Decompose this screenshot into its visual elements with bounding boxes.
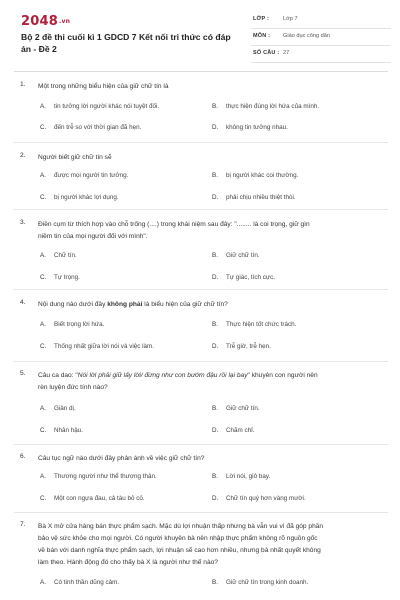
question-text-line: niềm tin của mọi người đối với mình".: [38, 233, 148, 240]
site-logo[interactable]: [21, 14, 70, 29]
option-letter: B.: [212, 473, 218, 480]
option-d[interactable]: [212, 124, 288, 131]
option-text: Biết trọng lời hứa.: [54, 321, 105, 328]
option-text: Nhân hậu.: [54, 427, 84, 434]
option-letter: B.: [212, 321, 218, 328]
option-letter: A.: [40, 321, 46, 328]
option-text: Giản dị.: [54, 405, 76, 412]
option-letter: B.: [212, 252, 218, 259]
option-letter: C.: [40, 274, 47, 281]
question-number: 6.: [20, 453, 26, 460]
question-text-line: Bà X mở cửa hàng bán thực phẩm sạch. Mặc dù lợi nhuận thấp nhưng bà vẫn vui vì đã góp phần: [38, 523, 324, 530]
option-text: Chăm chỉ.: [226, 427, 255, 434]
option-letter: A.: [40, 579, 46, 586]
option-text: Một con ngựa đau, cả tàu bỏ cỏ.: [54, 495, 145, 502]
option-letter: D.: [212, 194, 219, 201]
question-text-part: là biểu hiện của giữ chữ tín?: [142, 301, 228, 308]
document-header: [0, 0, 400, 72]
logo-text: 2048: [21, 14, 58, 29]
question-quote: Nói lời phải giữ lấy lời/ đừng như con bướm đậu rồi lại bay: [77, 372, 248, 379]
option-a[interactable]: [40, 103, 159, 110]
option-text: Thống nhất giữa lời nói và việc làm.: [54, 343, 155, 350]
question-separator: [14, 512, 388, 513]
option-d[interactable]: [212, 194, 296, 201]
meta-value: 27: [283, 50, 290, 56]
option-letter: D.: [212, 274, 219, 281]
option-letter: D.: [212, 427, 219, 434]
question-text-line: rèn luyện đức tính nào?: [38, 384, 108, 391]
option-b[interactable]: [212, 321, 296, 328]
question-number: 3.: [20, 219, 26, 226]
option-letter: D.: [212, 124, 219, 131]
question-text-line: về bán với danh nghĩa thực phẩm sạch, lợi nhuận sẽ cao hơn nhiều, nhưng bà nhất quyết không: [38, 547, 321, 554]
option-b[interactable]: [212, 473, 270, 480]
option-letter: C.: [40, 343, 47, 350]
question-number: 5.: [20, 370, 26, 377]
option-text: Chữ tín.: [54, 252, 77, 259]
option-a[interactable]: [40, 252, 77, 259]
option-letter: C.: [40, 427, 47, 434]
option-letter: D.: [212, 343, 219, 350]
option-letter: A.: [40, 252, 46, 259]
option-text: Giữ chữ tín.: [226, 252, 260, 259]
option-a[interactable]: [40, 405, 76, 412]
question-text: Một trong những biểu hiện của giữ chữ tín là: [38, 83, 169, 90]
option-text: Chữ tín quý hơn vàng mười.: [226, 495, 306, 502]
option-letter: B.: [212, 405, 218, 412]
option-letter: A.: [40, 172, 46, 179]
option-letter: B.: [212, 172, 218, 179]
meta-label: SỐ CÂU :: [253, 50, 280, 56]
option-c[interactable]: [40, 495, 145, 502]
option-text: không tin tưởng nhau.: [226, 124, 288, 131]
option-b[interactable]: [212, 172, 298, 179]
question-number: 1.: [20, 81, 26, 88]
question-text: [38, 521, 388, 569]
question-text-line: làm theo. Hành động đó cho thấy bà X là người như thế nào?: [38, 559, 218, 566]
question-text: Người biết giữ chữ tín sẽ: [38, 154, 112, 161]
option-text: phải chịu nhiều thiệt thòi.: [226, 194, 296, 201]
option-text: đến trễ so với thời gian đã hẹn.: [54, 124, 142, 131]
document-meta: [251, 12, 391, 63]
question-text-part: Nội dung nào dưới đây: [38, 301, 108, 308]
option-a[interactable]: [40, 321, 104, 328]
option-letter: B.: [212, 103, 218, 110]
option-b[interactable]: [212, 103, 319, 110]
option-c[interactable]: [40, 343, 154, 350]
question-text: [38, 219, 388, 243]
question-separator: [14, 444, 388, 445]
option-letter: A.: [40, 405, 46, 412]
option-d[interactable]: [212, 495, 306, 502]
option-b[interactable]: [212, 405, 260, 412]
meta-row-grade: [251, 12, 391, 29]
option-a[interactable]: [40, 579, 119, 586]
question-text-line: Điền cụm từ thích hợp vào chỗ trống (....) trong khái niệm sau đây: "........ là coi trọng, giữ gìn: [38, 221, 310, 228]
meta-label: LỚP :: [253, 16, 269, 22]
question-text-line: bảo vệ sức khỏe cho mọi người. Có người khuyên bà nên nhập thực phẩm không rõ nguồn gốc: [38, 535, 318, 542]
meta-row-question-count: [251, 46, 391, 63]
option-letter: B.: [212, 579, 218, 586]
option-text: Thương người như thể thương thân.: [54, 473, 157, 480]
question-text: Câu tục ngữ nào dưới đây phản ánh về việc giữ chữ tín?: [38, 455, 205, 462]
question-number: 4.: [20, 299, 26, 306]
header-divider: [14, 71, 388, 72]
option-text: Có tinh thần dũng cảm.: [54, 579, 120, 586]
option-c[interactable]: [40, 194, 119, 201]
question-emphasis: không phải: [107, 301, 143, 308]
option-b[interactable]: [212, 252, 260, 259]
option-text: bị người khác lợi dụng.: [54, 194, 119, 201]
option-text: Tự giác, tích cực.: [226, 274, 276, 281]
option-letter: C.: [40, 124, 47, 131]
option-letter: A.: [40, 103, 46, 110]
option-letter: C.: [40, 495, 47, 502]
option-c[interactable]: [40, 274, 80, 281]
option-text: Thực hiện tốt chức trách.: [226, 321, 297, 328]
option-d[interactable]: [212, 343, 271, 350]
question-separator: [14, 142, 388, 143]
option-d[interactable]: [212, 427, 254, 434]
option-d[interactable]: [212, 274, 275, 281]
option-text: Giữ chữ tín trong kinh doanh.: [226, 579, 309, 586]
question-text-part: Câu ca dao: ": [38, 372, 78, 379]
question-number: 7.: [20, 521, 26, 528]
question-separator: [14, 209, 388, 210]
question-text-line: [38, 370, 388, 382]
question-separator: [14, 361, 388, 362]
question-separator: [14, 289, 388, 290]
question-text-part: " khuyên con người nên: [247, 372, 318, 379]
option-text: Tự trọng.: [54, 274, 80, 281]
option-letter: C.: [40, 194, 47, 201]
option-text: Giữ chữ tín.: [226, 405, 260, 412]
option-c[interactable]: [40, 124, 141, 131]
option-text: Trễ giờ, trễ hẹn.: [226, 343, 271, 350]
question-text: [38, 370, 388, 394]
meta-value: Lớp 7: [283, 16, 298, 22]
option-c[interactable]: [40, 427, 83, 434]
option-text: được mọi người tin tưởng.: [54, 172, 129, 179]
option-a[interactable]: [40, 473, 157, 480]
meta-row-subject: [251, 29, 391, 46]
meta-label: MÔN :: [253, 33, 271, 39]
option-text: bị người khác coi thường.: [226, 172, 299, 179]
option-text: Lời nói, gió bay.: [226, 473, 271, 480]
question-text: [38, 299, 388, 311]
logo-suffix: .vn: [58, 18, 71, 25]
question-number: 2.: [20, 152, 26, 159]
option-text: tin tưởng lời người khác nói tuyệt đối.: [54, 103, 160, 110]
option-text: thực hiện đúng lời hứa của mình.: [226, 103, 320, 110]
document-title: Bộ 2 đề thi cuối kì 1 GDCD 7 Kết nối tri thức có đáp án - Đề 2: [21, 32, 231, 54]
option-letter: D.: [212, 495, 219, 502]
option-a[interactable]: [40, 172, 128, 179]
option-b[interactable]: [212, 579, 308, 586]
meta-value: Giáo dục công dân: [283, 33, 330, 39]
option-letter: A.: [40, 473, 46, 480]
